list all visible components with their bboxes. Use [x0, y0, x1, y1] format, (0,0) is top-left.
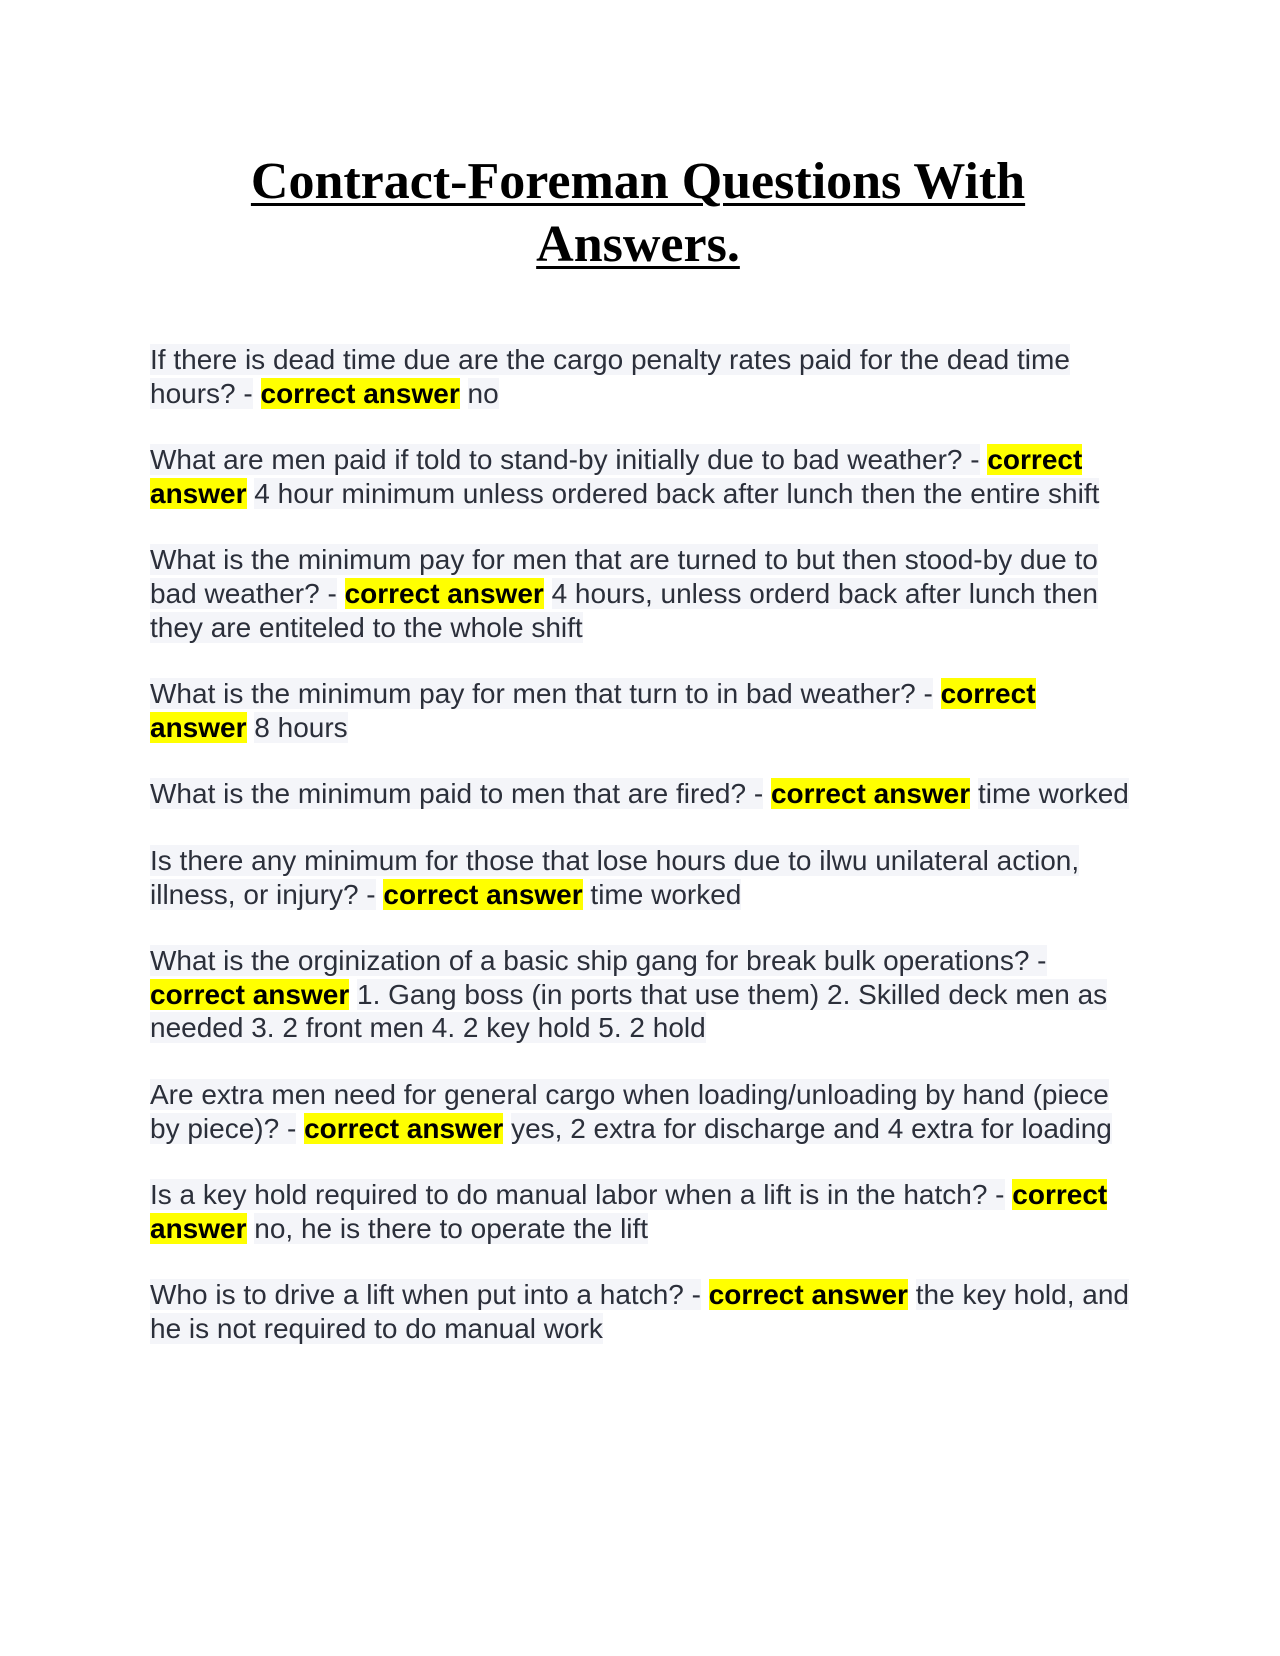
answer-text: time worked	[590, 878, 742, 910]
question-text: What is the minimum pay for men that are turned to but then stood-by due to bad weather? -	[150, 544, 1098, 609]
question-text: Are extra men need for general cargo when loading/unloading by hand (piece by piece)? -	[150, 1078, 1109, 1144]
correct-answer-marker: correct answer	[383, 878, 583, 910]
answer-text: 4 hour minimum unless ordered back after lunch then the entire shift	[254, 477, 1100, 509]
answer-text: 1. Gang boss (in ports that use them) 2. Skilled deck men as needed 3. 2 front men 4. 2 key hold 5. 2 hold	[150, 978, 1108, 1044]
correct-answer-marker: correct answer	[150, 1179, 1108, 1244]
qa-item	[150, 443, 1130, 510]
qa-item	[150, 543, 1130, 644]
question-text: What is the orginization of a basic ship gang for break bulk operations? -	[150, 945, 1047, 977]
qa-item	[150, 1178, 1130, 1245]
qa-item	[150, 1278, 1130, 1345]
qa-item	[150, 844, 1130, 911]
qa-item	[150, 343, 1130, 410]
answer-text: no, he is there to operate the lift	[254, 1212, 649, 1244]
question-text: Is there any minimum for those that lose hours due to ilwu unilateral action, illness, or injury? -	[150, 844, 1080, 910]
correct-answer-marker: correct answer	[150, 978, 350, 1010]
answer-text: no	[467, 377, 499, 409]
question-text: What is the minimum pay for men that turn to in bad weather? -	[150, 678, 933, 710]
answer-text: the key hold, and he is not required to do manual work	[150, 1279, 1130, 1344]
qa-item	[150, 1078, 1130, 1145]
question-text: What are men paid if told to stand-by initially due to bad weather? -	[150, 444, 980, 476]
qa-item	[150, 777, 1130, 811]
correct-answer-marker: correct answer	[770, 778, 971, 810]
qa-list	[150, 343, 1130, 1378]
question-text: What is the minimum paid to men that are fired? -	[150, 778, 764, 810]
answer-text: 4 hours, unless orderd back after lunch then they are entiteled to the whole shift	[150, 577, 1098, 643]
answer-text: 8 hours	[254, 711, 348, 743]
question-text: Who is to drive a lift when put into a hatch? -	[150, 1279, 701, 1311]
answer-text: yes, 2 extra for discharge and 4 extra for loading	[511, 1112, 1112, 1144]
qa-item	[150, 944, 1130, 1045]
correct-answer-marker: correct answer	[708, 1279, 908, 1311]
correct-answer-marker: correct answer	[304, 1112, 504, 1144]
correct-answer-marker: correct answer	[260, 377, 460, 409]
correct-answer-marker: correct answer	[344, 577, 544, 609]
document-title: Contract-Foreman Questions With Answers.	[250, 153, 1026, 273]
question-text: Is a key hold required to do manual labor when a lift is in the hatch? -	[150, 1179, 1005, 1211]
question-text: If there is dead time due are the cargo penalty rates paid for the dead time hours? -	[150, 344, 1070, 409]
correct-answer-marker: correct answer	[150, 444, 1083, 509]
correct-answer-marker: correct answer	[150, 678, 1036, 743]
answer-text: time worked	[977, 778, 1129, 810]
qa-item	[150, 677, 1130, 744]
